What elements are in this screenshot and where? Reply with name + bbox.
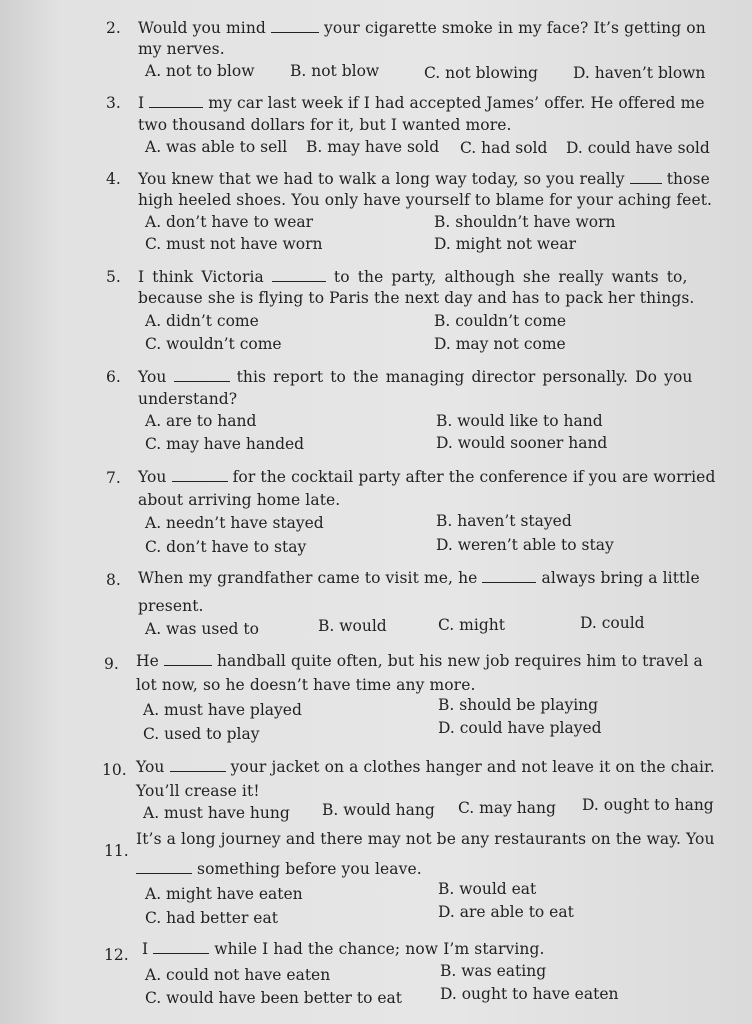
- question-text: It’s a long journey and there may not be any restaurants on the way. You: [136, 830, 715, 848]
- option-d: D. are able to eat: [438, 903, 574, 921]
- option-c: C. must not have worn: [145, 235, 323, 253]
- option-c: C. may have handed: [145, 435, 305, 453]
- question-text: I my car last week if I had accepted James’ offer. He offered me: [138, 94, 705, 112]
- question-number: 8.: [106, 571, 121, 589]
- question-text: He handball quite often, but his new job requires him to travel a: [136, 652, 703, 670]
- answer-blank: [149, 93, 203, 108]
- question-number: 7.: [106, 469, 121, 487]
- option-c: C. wouldn’t come: [145, 335, 282, 353]
- option-a: A. was used to: [145, 620, 259, 638]
- question-text: I think Victoria to the party, although she really wants to,: [138, 268, 688, 286]
- question-text-continued: two thousand dollars for it, but I wanted more.: [138, 116, 512, 134]
- option-b: B. would like to hand: [436, 412, 603, 430]
- option-d: D. ought to hang: [582, 796, 714, 814]
- answer-blank: [630, 169, 662, 184]
- option-a: A. not to blow: [145, 62, 255, 80]
- answer-blank: [174, 367, 230, 382]
- question-number: 5.: [106, 268, 121, 286]
- option-b: B. may have sold: [306, 138, 440, 156]
- option-d: D. ought to have eaten: [440, 985, 619, 1003]
- option-b: B. would eat: [438, 880, 537, 898]
- option-b: B. would hang: [322, 801, 435, 819]
- answer-blank: [170, 757, 226, 772]
- option-c: C. not blowing: [424, 64, 538, 82]
- option-a: A. are to hand: [145, 412, 257, 430]
- question-text: When my grandfather came to visit me, he always bring a little: [138, 569, 700, 587]
- question-number: 4.: [106, 170, 121, 188]
- option-a: A. don’t have to wear: [145, 213, 314, 231]
- answer-blank: [164, 651, 212, 666]
- question-text: You your jacket on a clothes hanger and not leave it on the chair.: [136, 758, 715, 776]
- answer-blank: [271, 18, 319, 33]
- option-d: D. could: [580, 614, 645, 632]
- question-text: You knew that we had to walk a long way today, so you really those: [138, 170, 710, 188]
- option-d: D. could have played: [438, 719, 602, 737]
- question-number: 10.: [102, 761, 127, 779]
- option-b: B. shouldn’t have worn: [434, 213, 616, 231]
- option-a: A. was able to sell: [145, 138, 288, 156]
- question-text-continued: lot now, so he doesn’t have time any more.: [136, 676, 476, 694]
- option-a: A. could not have eaten: [145, 966, 331, 984]
- question-text-continued: because she is flying to Paris the next day and has to pack her things.: [138, 289, 695, 307]
- option-c: C. may hang: [458, 799, 556, 817]
- question-number: 3.: [106, 94, 121, 112]
- option-c: C. would have been better to eat: [145, 989, 402, 1007]
- question-number: 12.: [104, 946, 129, 964]
- question-number: 11.: [104, 842, 129, 860]
- option-c: C. had sold: [460, 139, 548, 157]
- answer-blank: [153, 939, 209, 954]
- option-d: D. would sooner hand: [436, 434, 608, 452]
- question-text-continued: about arriving home late.: [138, 491, 341, 509]
- option-d: D. may not come: [434, 335, 566, 353]
- option-b: B. should be playing: [438, 696, 599, 714]
- question-text-continued: present.: [138, 597, 204, 615]
- option-d: D. haven’t blown: [573, 64, 706, 82]
- option-c: C. don’t have to stay: [145, 538, 307, 556]
- option-a: A. didn’t come: [145, 312, 259, 330]
- answer-blank: [272, 267, 326, 282]
- question-text: You for the cocktail party after the conference if you are worried: [138, 468, 716, 486]
- question-text-continued: my nerves.: [138, 40, 225, 58]
- option-b: B. not blow: [290, 62, 380, 80]
- option-c: C. had better eat: [145, 909, 278, 927]
- option-a: A. must have hung: [143, 804, 290, 822]
- question-number: 2.: [106, 19, 121, 37]
- option-d: D. might not wear: [434, 235, 577, 253]
- question-text-continued: understand?: [138, 390, 238, 408]
- option-d: D. weren’t able to stay: [436, 536, 614, 554]
- question-text: Would you mind your cigarette smoke in my face? It’s getting on: [138, 19, 706, 37]
- option-a: A. must have played: [143, 701, 302, 719]
- option-d: D. could have sold: [566, 139, 710, 157]
- option-c: C. might: [438, 616, 505, 634]
- question-text-continued: high heeled shoes. You only have yourself to blame for your aching feet.: [138, 191, 713, 209]
- answer-blank: [172, 467, 228, 482]
- answer-blank: [482, 568, 536, 583]
- option-b: B. haven’t stayed: [436, 512, 572, 530]
- answer-blank: [136, 859, 192, 874]
- question-number: 6.: [106, 368, 121, 386]
- option-a: A. needn’t have stayed: [145, 514, 324, 532]
- question-text: You this report to the managing director personally. Do you: [138, 368, 693, 386]
- option-b: B. was eating: [440, 962, 547, 980]
- question-text-continued: something before you leave.: [136, 859, 422, 879]
- question-text: I while I had the chance; now I’m starving.: [142, 940, 545, 958]
- option-c: C. used to play: [143, 725, 260, 743]
- option-b: B. couldn’t come: [434, 312, 567, 330]
- option-a: A. might have eaten: [145, 885, 303, 903]
- question-text-continued: You’ll crease it!: [136, 782, 260, 800]
- option-b: B. would: [318, 617, 387, 635]
- question-number: 9.: [104, 655, 119, 673]
